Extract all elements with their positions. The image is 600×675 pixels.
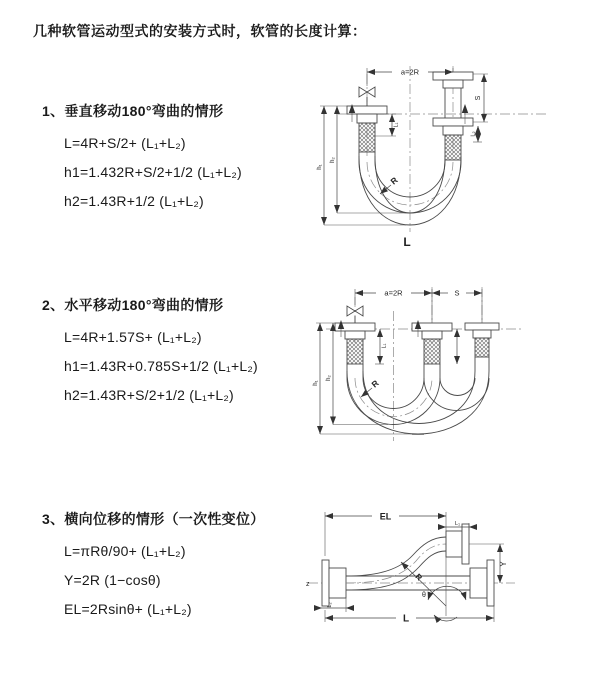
dim-label-s: S (475, 95, 482, 101)
dimension-el (325, 512, 446, 617)
section-1 (42, 103, 242, 222)
radius-label: R (413, 571, 424, 583)
formula-h2: h2=1.43R+1/2 (L₁+L₂) (64, 193, 204, 209)
section-3 (42, 511, 265, 630)
valve-icon (347, 306, 363, 323)
formula-h1: h1=1.43R+0.785S+1/2 (L₁+L₂) (64, 358, 258, 374)
radius-label: R (388, 174, 400, 187)
diagram-horizontal-180-bend (308, 283, 600, 451)
dim-label-h2: h₂ (330, 157, 336, 163)
right-middle-flange (470, 560, 494, 606)
dim-label-l2: L₂ (470, 131, 477, 137)
braided-hose-section (475, 338, 489, 357)
dimension-a2r (355, 289, 482, 324)
dimension-l2-fitting (471, 126, 483, 142)
top-right-flange (446, 524, 469, 564)
section-3-heading: 3、横向位移的情形（一次性变位） (42, 511, 265, 527)
right-hose-end (465, 323, 499, 371)
page-title: 几种软管运动型式的安装方式时，软管的长度计算： (33, 23, 367, 39)
diagram-horizontal-180-bend-svg (308, 283, 600, 451)
dimension-l1-fitting (375, 329, 457, 364)
dim-label-y: Y (499, 561, 508, 567)
dim-label-a2r: a=2R (384, 288, 403, 298)
formula-h2: h2=1.43R+S/2+1/2 (L₁+L₂) (64, 387, 234, 403)
dimension-s (473, 74, 488, 122)
centerline-break-mark: z (306, 581, 310, 588)
dim-label-l: L (402, 613, 410, 625)
dimension-l1-fitting (375, 114, 400, 136)
formula-length: L=πRθ/90+ (L₁+L₂) (64, 543, 186, 559)
diagram-lateral-displacement-svg (300, 498, 600, 638)
dim-label-l1: L₁ (393, 122, 400, 128)
formula-y: Y=2R (1−cosθ) (64, 572, 161, 588)
length-label: L (403, 235, 411, 249)
dim-label-h1: h₁ (313, 380, 319, 386)
formula-length: L=4R+1.57S+ (L₁+L₂) (64, 329, 202, 345)
dimension-l2-fitting (314, 598, 354, 612)
radius-label: R (369, 377, 381, 390)
dim-label-l1: L₁ (381, 343, 388, 349)
formula-length: L=4R+S/2+ (L₁+L₂) (64, 135, 186, 151)
left-flange (322, 560, 346, 606)
braided-hose-section (445, 135, 461, 160)
dim-label-a2r: a=2R (400, 67, 420, 77)
dim-label-s: S (454, 288, 460, 298)
diagram-lateral-displacement (300, 498, 600, 638)
diagram-vertical-180-bend-svg (308, 62, 600, 258)
section-2 (42, 297, 258, 416)
dim-label-el: EL (379, 511, 392, 522)
section-1-heading: 1、垂直移动180°弯曲的情形 (42, 103, 224, 119)
dimension-l1-fitting (438, 521, 477, 531)
section-2-heading: 2、水平移动180°弯曲的情形 (42, 297, 224, 313)
formula-h1: h1=1.432R+S/2+1/2 (L₁+L₂) (64, 164, 242, 180)
angle-label: θ (422, 592, 426, 599)
displaced-hose-s-curve (346, 537, 446, 590)
braided-hose-section (359, 123, 375, 152)
dimension-s (432, 289, 482, 298)
braided-hose-section (347, 339, 363, 364)
braided-hose-section (424, 339, 440, 364)
diagram-vertical-180-bend (308, 62, 600, 258)
formula-el: EL=2Rsinθ+ (L₁+L₂) (64, 601, 192, 617)
dimension-l (325, 606, 494, 625)
dim-label-l2: L₂ (327, 602, 333, 608)
radius-callout (401, 562, 446, 606)
dim-label-h2: h₂ (326, 375, 332, 381)
dim-label-l1: L₁ (455, 521, 460, 527)
dim-label-h1: h₁ (317, 164, 323, 170)
hose-u-bend-curves (347, 371, 489, 435)
